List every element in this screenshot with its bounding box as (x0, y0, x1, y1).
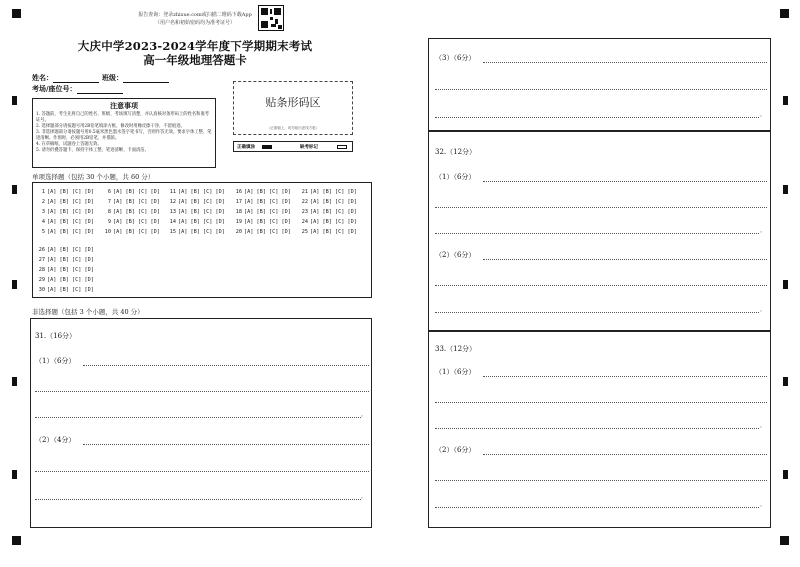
mcq-question-17[interactable] (234, 199, 291, 205)
mcq-question-number: 25 (301, 229, 308, 235)
mcq-options[interactable]: [A] [B] [C] [D] (47, 247, 94, 253)
correct-fill-label: 正确填涂 (237, 145, 255, 150)
mcq-question-number: 23 (301, 209, 308, 215)
mcq-question-number: 17 (235, 199, 242, 205)
mcq-question-number: 10 (104, 229, 111, 235)
mcq-options[interactable]: [A] [B] [C] [D] (244, 229, 291, 235)
mcq-options[interactable]: [A] [B] [C] [D] (47, 189, 94, 195)
mcq-question-11[interactable] (168, 189, 225, 195)
period-mark: 。 (760, 307, 766, 313)
mcq-question-number: 20 (235, 229, 242, 235)
mcq-options[interactable]: [A] [B] [C] [D] (178, 229, 225, 235)
mcq-question-12[interactable] (168, 199, 225, 205)
notice-item: 2. 选择题部分请按题号用2B铅笔填涂方框，修改时用橡皮擦干净，不留痕迹。 (36, 124, 185, 129)
period-mark: 。 (760, 112, 766, 118)
answer-line[interactable] (435, 507, 759, 508)
answer-line[interactable] (35, 471, 369, 472)
mcq-options[interactable]: [A] [B] [C] [D] (47, 287, 94, 293)
mcq-question-25[interactable] (300, 229, 357, 235)
q32-heading: 32.（12分） (435, 148, 477, 156)
q33-answer-box[interactable] (428, 331, 771, 528)
mcq-question-20[interactable] (234, 229, 291, 235)
answer-line[interactable] (483, 259, 767, 260)
corner-mark-tr (780, 9, 789, 18)
mcq-question-28[interactable] (37, 267, 94, 273)
mcq-question-number: 26 (38, 247, 45, 253)
mcq-options[interactable]: [A] [B] [C] [D] (47, 257, 94, 263)
absent-mark-label: 缺考标记 (300, 145, 318, 150)
report-query-line2: （用户名和初始密码均为准考证号） (154, 20, 235, 26)
mcq-question-21[interactable] (300, 189, 357, 195)
mcq-options[interactable]: [A] [B] [C] [D] (310, 209, 357, 215)
mcq-question-30[interactable] (37, 287, 94, 293)
notice-item: 4. 在草稿纸、试题卷上答题无效。 (36, 142, 102, 147)
q32-part1-label: （1）（6分） (435, 173, 476, 181)
mcq-options[interactable]: [A] [B] [C] [D] (113, 199, 160, 205)
side-mark-right-5 (783, 470, 788, 479)
mcq-question-number: 28 (38, 267, 45, 273)
absent-mark-box[interactable] (337, 145, 347, 149)
q31-part3-answer-box[interactable] (428, 38, 771, 131)
mcq-question-13[interactable] (168, 209, 225, 215)
mcq-question-4[interactable] (37, 219, 94, 225)
side-mark-left-5 (12, 470, 17, 479)
mcq-question-14[interactable] (168, 219, 225, 225)
mcq-question-number: 21 (301, 189, 308, 195)
notice-item: 3. 非选择题部分请按题号用0.5毫米黑色墨水签字笔书写，否则作答无效。要求字体工整、笔迹清晰。作图时，必须用2B铅笔，并描浓。 (36, 130, 212, 141)
fill-legend (233, 141, 353, 152)
mcq-options[interactable]: [A] [B] [C] [D] (113, 229, 160, 235)
side-mark-right-3 (783, 280, 788, 289)
name-field[interactable] (32, 73, 99, 83)
side-mark-right-4 (783, 377, 788, 386)
notice-title: 注意事项 (110, 102, 138, 110)
mcq-section-label: 单项选择题（包括 30 个小题，共 60 分） (32, 173, 155, 181)
name-label: 姓名： (32, 74, 53, 82)
side-mark-right-2 (783, 185, 788, 194)
mcq-options[interactable]: [A] [B] [C] [D] (113, 219, 160, 225)
mcq-question-number: 13 (169, 209, 176, 215)
answer-line[interactable] (435, 117, 759, 118)
mcq-options[interactable]: [A] [B] [C] [D] (244, 199, 291, 205)
mcq-question-16[interactable] (234, 189, 291, 195)
class-field[interactable] (102, 73, 169, 83)
mcq-question-7[interactable] (103, 199, 160, 205)
answer-line[interactable] (483, 454, 767, 455)
mcq-question-15[interactable] (168, 229, 225, 235)
answer-line[interactable] (83, 444, 369, 445)
mcq-options[interactable]: [A] [B] [C] [D] (178, 189, 225, 195)
mcq-question-number: 16 (235, 189, 242, 195)
mcq-question-24[interactable] (300, 219, 357, 225)
notice-item: 1. 答题前，考生先将自己的姓名、班级、考场填写清楚，并认真核对条形码上的姓名和准考证号。 (36, 112, 210, 123)
mcq-question-number: 18 (235, 209, 242, 215)
correct-fill-swatch (262, 145, 272, 149)
class-label: 班级： (102, 74, 123, 82)
mcq-question-number: 9 (107, 219, 111, 225)
side-mark-left-1 (12, 96, 17, 105)
exam-room-field[interactable] (32, 84, 123, 94)
mcq-options[interactable]: [A] [B] [C] [D] (47, 229, 94, 235)
q33-part2-label: （2）（6分） (435, 446, 476, 454)
mcq-question-18[interactable] (234, 209, 291, 215)
mcq-question-number: 11 (169, 189, 176, 195)
mcq-question-number: 1 (41, 189, 45, 195)
mcq-question-number: 6 (107, 189, 111, 195)
mcq-question-number: 27 (38, 257, 45, 263)
answer-line[interactable] (435, 402, 767, 403)
mcq-question-26[interactable] (37, 247, 94, 253)
answer-line[interactable] (483, 181, 767, 182)
mcq-question-10[interactable] (103, 229, 160, 235)
mcq-question-number: 5 (41, 229, 45, 235)
notice-item: 5. 请勿折叠答题卡，保持字体工整、笔迹清晰、卡面清洁。 (36, 148, 149, 153)
period-mark: 。 (760, 228, 766, 234)
mcq-options[interactable]: [A] [B] [C] [D] (47, 277, 94, 283)
mcq-options[interactable]: [A] [B] [C] [D] (178, 209, 225, 215)
q31-part1-label: （1）（6分） (35, 357, 76, 365)
mcq-options[interactable]: [A] [B] [C] [D] (47, 267, 94, 273)
mcq-options[interactable]: [A] [B] [C] [D] (244, 189, 291, 195)
mcq-question-number: 7 (107, 199, 111, 205)
mcq-question-6[interactable] (103, 189, 160, 195)
mcq-question-19[interactable] (234, 219, 291, 225)
corner-mark-bl (12, 536, 21, 545)
non-mcq-section-label: 非选择题（包括 3 个小题，共 40 分） (32, 308, 144, 316)
mcq-question-5[interactable] (37, 229, 94, 235)
answer-line[interactable] (435, 207, 767, 208)
mcq-question-number: 29 (38, 277, 45, 283)
mcq-options[interactable]: [A] [B] [C] [D] (113, 209, 160, 215)
mcq-options[interactable]: [A] [B] [C] [D] (244, 219, 291, 225)
report-query-line1: 报告查询：登录zhixue.com或扫描二维码下载App (138, 12, 252, 18)
q32-part2-label: （2）（6分） (435, 251, 476, 259)
mcq-question-number: 4 (41, 219, 45, 225)
period-mark: 。 (361, 412, 367, 418)
q33-heading: 33.（12分） (435, 345, 477, 353)
answer-line[interactable] (35, 391, 369, 392)
mcq-question-number: 12 (169, 199, 176, 205)
barcode-subtitle: （正面朝上，切勿贴出虚线方框） (266, 126, 320, 130)
answer-line[interactable] (435, 428, 759, 429)
mcq-question-number: 30 (38, 287, 45, 293)
mcq-options[interactable]: [A] [B] [C] [D] (47, 209, 94, 215)
period-mark: 。 (361, 494, 367, 500)
mcq-question-number: 24 (301, 219, 308, 225)
barcode-area (233, 81, 353, 135)
q31-part3-label: （3）（6分） (435, 54, 476, 62)
side-mark-left-3 (12, 280, 17, 289)
answer-line[interactable] (435, 480, 767, 481)
answer-line[interactable] (483, 376, 767, 377)
answer-line[interactable] (83, 365, 369, 366)
answer-line[interactable] (435, 312, 759, 313)
mcq-options[interactable]: [A] [B] [C] [D] (244, 209, 291, 215)
mcq-question-23[interactable] (300, 209, 357, 215)
answer-line[interactable] (483, 62, 767, 63)
barcode-title: 贴条形码区 (265, 96, 321, 109)
answer-line[interactable] (435, 89, 767, 90)
side-mark-left-2 (12, 185, 17, 194)
mcq-question-3[interactable] (37, 209, 94, 215)
mcq-options[interactable]: [A] [B] [C] [D] (310, 229, 357, 235)
corner-mark-br (780, 536, 789, 545)
mcq-options[interactable]: [A] [B] [C] [D] (310, 219, 357, 225)
mcq-answer-grid (32, 182, 372, 298)
side-mark-left-4 (12, 377, 17, 386)
answer-line[interactable] (35, 417, 361, 418)
exam-title: 大庆中学2023-2024学年度下学期期末考试 (77, 39, 313, 53)
mcq-question-2[interactable] (37, 199, 94, 205)
mcq-options[interactable]: [A] [B] [C] [D] (113, 189, 160, 195)
q31-heading: 31.（16分） (35, 332, 77, 340)
mcq-options[interactable]: [A] [B] [C] [D] (310, 199, 357, 205)
mcq-question-1[interactable] (37, 189, 94, 195)
mcq-question-29[interactable] (37, 277, 94, 283)
q31-answer-box[interactable] (30, 318, 372, 528)
period-mark: 。 (760, 502, 766, 508)
answer-line[interactable] (435, 233, 759, 234)
answer-line[interactable] (35, 499, 361, 500)
q31-part2-label: （2）（4分） (35, 436, 76, 444)
q33-part1-label: （1）（6分） (435, 368, 476, 376)
mcq-question-number: 15 (169, 229, 176, 235)
mcq-question-number: 19 (235, 219, 242, 225)
exam-room-label: 考场/座位号： (32, 85, 77, 93)
notice-box (32, 98, 216, 168)
corner-mark-tl (12, 9, 21, 18)
period-mark: 。 (760, 423, 766, 429)
mcq-question-9[interactable] (103, 219, 160, 225)
mcq-question-number: 2 (41, 199, 45, 205)
mcq-question-number: 14 (169, 219, 176, 225)
mcq-question-22[interactable] (300, 199, 357, 205)
q32-answer-box[interactable] (428, 131, 771, 331)
answer-line[interactable] (435, 285, 767, 286)
mcq-question-number: 8 (107, 209, 111, 215)
mcq-question-8[interactable] (103, 209, 160, 215)
mcq-options[interactable]: [A] [B] [C] [D] (178, 219, 225, 225)
mcq-options[interactable]: [A] [B] [C] [D] (47, 219, 94, 225)
mcq-question-number: 22 (301, 199, 308, 205)
mcq-question-27[interactable] (37, 257, 94, 263)
side-mark-right-1 (783, 96, 788, 105)
mcq-options[interactable]: [A] [B] [C] [D] (47, 199, 94, 205)
qr-code-icon (258, 5, 284, 31)
mcq-options[interactable]: [A] [B] [C] [D] (178, 199, 225, 205)
mcq-options[interactable]: [A] [B] [C] [D] (310, 189, 357, 195)
mcq-question-number: 3 (41, 209, 45, 215)
answer-sheet-title: 高一年级地理答题卡 (143, 53, 247, 67)
